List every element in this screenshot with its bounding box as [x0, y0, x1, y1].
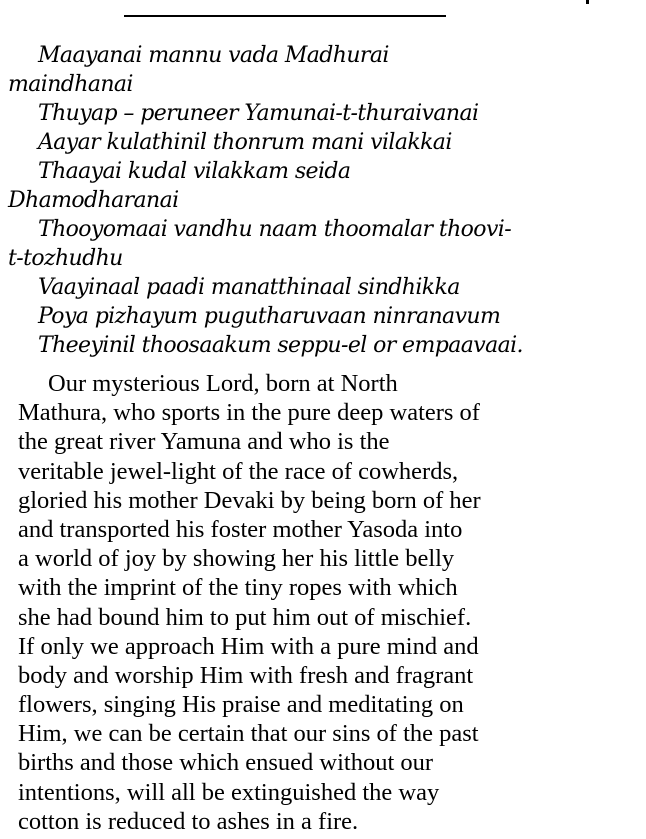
- prose-line: Him, we can be certain that our sins of the past: [18, 720, 479, 748]
- prose-line: gloried his mother Devaki by being born of her: [18, 486, 481, 514]
- prose-line: she had bound him to put him out of mischief.: [18, 603, 472, 631]
- verse-line: Vaayinaal paadi manatthinaal sindhikka: [38, 275, 460, 300]
- tamil-verse: [0, 41, 646, 360]
- verse-line: Thuyap – peruneer Yamunai-t-thuraivanai: [38, 101, 479, 126]
- verse-line: Aayar kulathinil thonrum mani vilakkai: [38, 130, 452, 155]
- prose-line: with the imprint of the tiny ropes with which: [18, 574, 458, 602]
- prose-line: body and worship Him with fresh and fragrant: [18, 661, 474, 689]
- verse-line: Theeyinil thoosaakum seppu-el or empaavaai.: [38, 333, 523, 358]
- verse-line: Maayanai mannu vada Madhurai: [38, 43, 389, 68]
- verse-line: Poya pizhayum pugutharuvaan ninranavum: [38, 304, 501, 329]
- corner-mark: [586, 0, 589, 4]
- prose-line: a world of joy by showing her his little belly: [18, 545, 455, 573]
- english-translation: [18, 369, 638, 836]
- prose-line: If only we approach Him with a pure mind and: [18, 632, 479, 660]
- verse-line: Thaayai kudal vilakkam seida: [38, 159, 351, 184]
- verse-line: t-tozhudhu: [8, 246, 123, 271]
- prose-line: births and those which ensued without our: [18, 749, 434, 777]
- prose-line: Mathura, who sports in the pure deep waters of: [18, 399, 480, 427]
- prose-line: veritable jewel-light of the race of cowherds,: [18, 457, 459, 485]
- prose-line: the great river Yamuna and who is the: [18, 428, 390, 456]
- verse-line: Thooyomaai vandhu naam thoomalar thoovi-: [38, 217, 512, 242]
- prose-line: and transported his foster mother Yasoda into: [18, 515, 463, 543]
- verse-line: maindhanai: [8, 72, 133, 97]
- top-divider-rule: [124, 15, 446, 17]
- verse-line: Dhamodharanai: [8, 188, 179, 213]
- prose-line: Our mysterious Lord, born at North: [48, 370, 398, 397]
- prose-line: cotton is reduced to ashes in a fire.: [18, 807, 359, 835]
- prose-line: intentions, will all be extinguished the way: [18, 778, 440, 806]
- prose-line: flowers, singing His praise and meditating on: [18, 691, 464, 719]
